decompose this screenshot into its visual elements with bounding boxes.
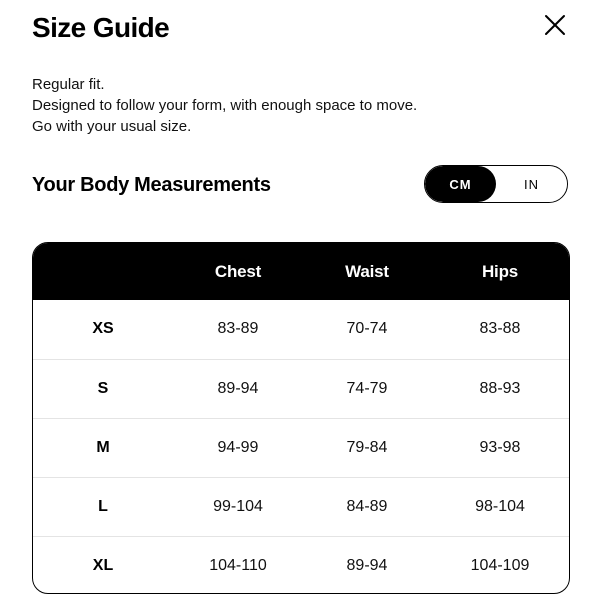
table-row bbox=[33, 300, 569, 359]
table-row bbox=[33, 536, 569, 594]
table-row bbox=[33, 477, 569, 536]
fit-description-line: Designed to follow your form, with enough space to move. bbox=[32, 97, 418, 114]
table-row bbox=[33, 418, 569, 477]
fit-description bbox=[32, 74, 572, 137]
chest-cell: 99-104 bbox=[213, 497, 263, 515]
size-cell: L bbox=[98, 497, 108, 515]
hips-cell: 93-98 bbox=[479, 438, 521, 456]
fit-description-line: Regular fit. bbox=[32, 76, 105, 93]
unit-option-cm[interactable]: CM bbox=[425, 166, 496, 202]
size-cell: XL bbox=[92, 556, 114, 574]
waist-cell: 89-94 bbox=[346, 556, 388, 574]
waist-cell: 79-84 bbox=[346, 438, 388, 456]
hips-cell: 88-93 bbox=[479, 379, 521, 397]
close-button[interactable] bbox=[540, 10, 570, 40]
chest-cell: 83-89 bbox=[217, 320, 259, 338]
chest-cell: 89-94 bbox=[217, 379, 259, 397]
size-cell: M bbox=[96, 438, 110, 456]
size-cell: XS bbox=[92, 320, 114, 338]
size-table bbox=[32, 242, 570, 594]
waist-cell: 84-89 bbox=[346, 497, 388, 515]
table-row bbox=[33, 359, 569, 418]
fit-description-line: Go with your usual size. bbox=[32, 118, 192, 135]
table-header-row bbox=[33, 243, 569, 300]
column-header-size bbox=[33, 243, 173, 300]
chest-cell: 94-99 bbox=[217, 438, 259, 456]
chest-cell: 104-110 bbox=[209, 556, 267, 574]
waist-cell: 74-79 bbox=[346, 379, 388, 397]
close-icon bbox=[540, 10, 570, 40]
unit-option-in[interactable]: IN bbox=[496, 166, 567, 202]
hips-cell: 83-88 bbox=[479, 320, 521, 338]
hips-cell: 98-104 bbox=[475, 497, 525, 515]
hips-cell: 104-109 bbox=[470, 556, 530, 574]
measurements-title: Your Body Measurements bbox=[32, 174, 271, 196]
size-cell: S bbox=[97, 379, 109, 397]
modal-title: Size Guide bbox=[32, 12, 170, 43]
unit-toggle[interactable] bbox=[424, 165, 568, 203]
column-header-hips: Hips bbox=[481, 261, 519, 281]
column-header-waist: Waist bbox=[345, 261, 389, 281]
waist-cell: 70-74 bbox=[346, 320, 388, 338]
column-header-chest: Chest bbox=[214, 261, 262, 281]
